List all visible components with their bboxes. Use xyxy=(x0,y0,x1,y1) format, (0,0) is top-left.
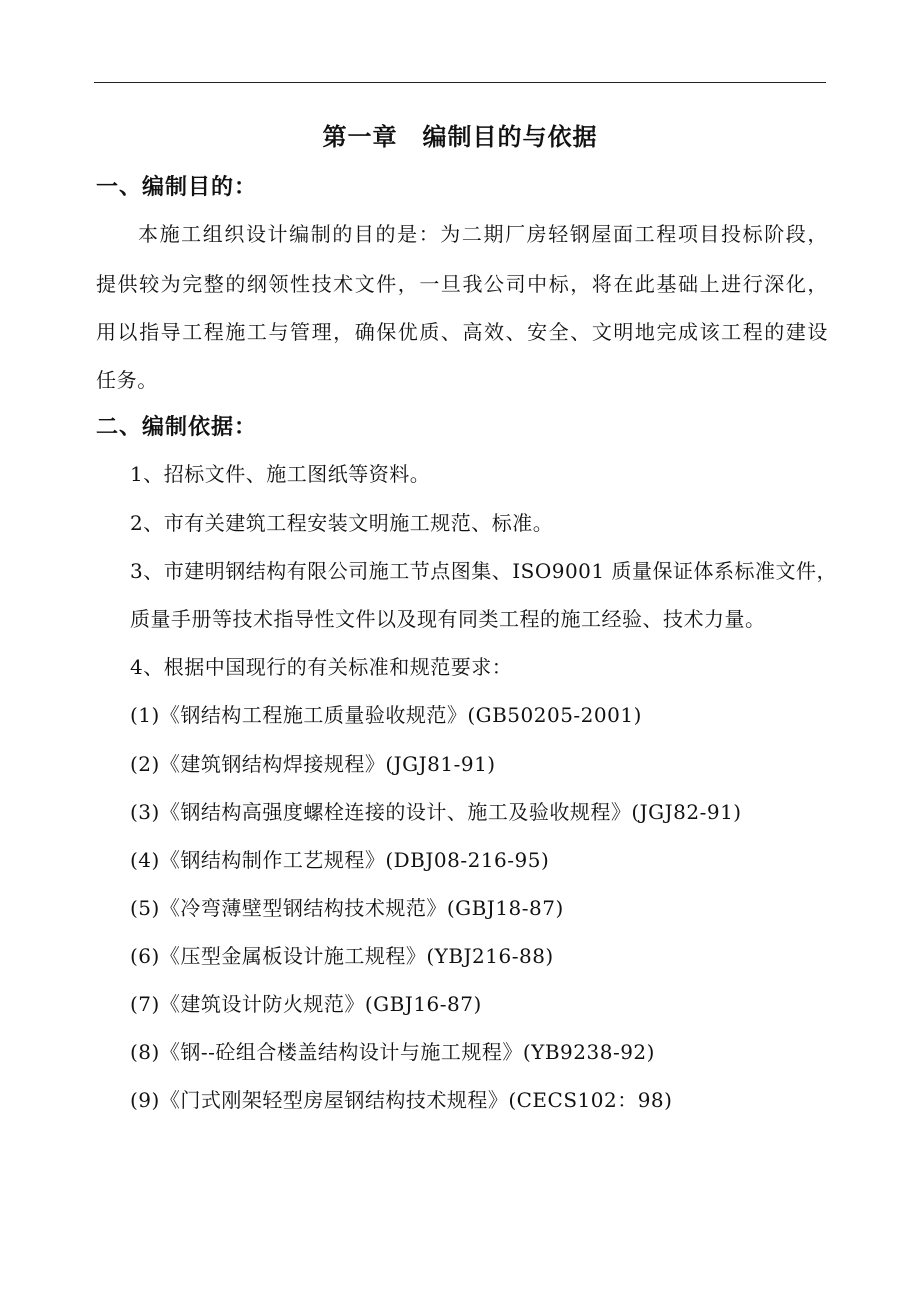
purpose-paragraph-line: 提供较为完整的纲领性技术文件，一旦我公司中标，将在此基础上进行深化， xyxy=(96,272,828,296)
standard-list-item: (1)《钢结构工程施工质量验收规范》(GB50205-2001) xyxy=(130,703,642,727)
standard-list-item: (9)《门式刚架轻型房屋钢结构技术规程》(CECS102：98) xyxy=(130,1088,673,1112)
basis-list-item: 2、市有关建筑工程安装文明施工规范、标准。 xyxy=(130,511,554,535)
standard-list-item: (7)《建筑设计防火规范》(GBJ16-87) xyxy=(130,992,482,1016)
basis-list-item: 3、市建明钢结构有限公司施工节点图集、ISO9001 质量保证体系标准文件， xyxy=(130,559,837,583)
standard-list-item: (4)《钢结构制作工艺规程》(DBJ08-216-95) xyxy=(130,848,550,872)
standard-list-item: (5)《冷弯薄壁型钢结构技术规范》(GBJ18-87) xyxy=(130,896,564,920)
section-heading-purpose: 一、编制目的： xyxy=(96,175,258,200)
standard-list-item: (6)《压型金属板设计施工规程》(YBJ216-88) xyxy=(130,944,554,968)
basis-list-item-continuation: 质量手册等技术指导性文件以及现有同类工程的施工经验、技术力量。 xyxy=(130,607,766,631)
standard-list-item: (3)《钢结构高强度螺栓连接的设计、施工及验收规程》(JGJ82-91) xyxy=(130,800,742,824)
purpose-paragraph-line: 用以指导工程施工与管理，确保优质、高效、安全、文明地完成该工程的建设 xyxy=(96,320,828,344)
basis-list-item: 1、招标文件、施工图纸等资料。 xyxy=(130,462,431,486)
header-rule xyxy=(94,82,826,83)
purpose-paragraph-line: 本施工组织设计编制的目的是：为二期厂房轻钢屋面工程项目投标阶段， xyxy=(138,222,828,246)
standard-list-item: (8)《钢--砼组合楼盖结构设计与施工规程》(YB9238-92) xyxy=(130,1040,655,1064)
basis-list-item: 4、根据中国现行的有关标准和规范要求： xyxy=(130,655,513,679)
standard-list-item: (2)《建筑钢结构焊接规程》(JGJ81-91) xyxy=(130,752,496,776)
chapter-title: 第一章 编制目的与依据 xyxy=(322,123,598,151)
purpose-paragraph-line: 任务。 xyxy=(96,368,158,392)
section-heading-basis: 二、编制依据： xyxy=(96,415,258,440)
